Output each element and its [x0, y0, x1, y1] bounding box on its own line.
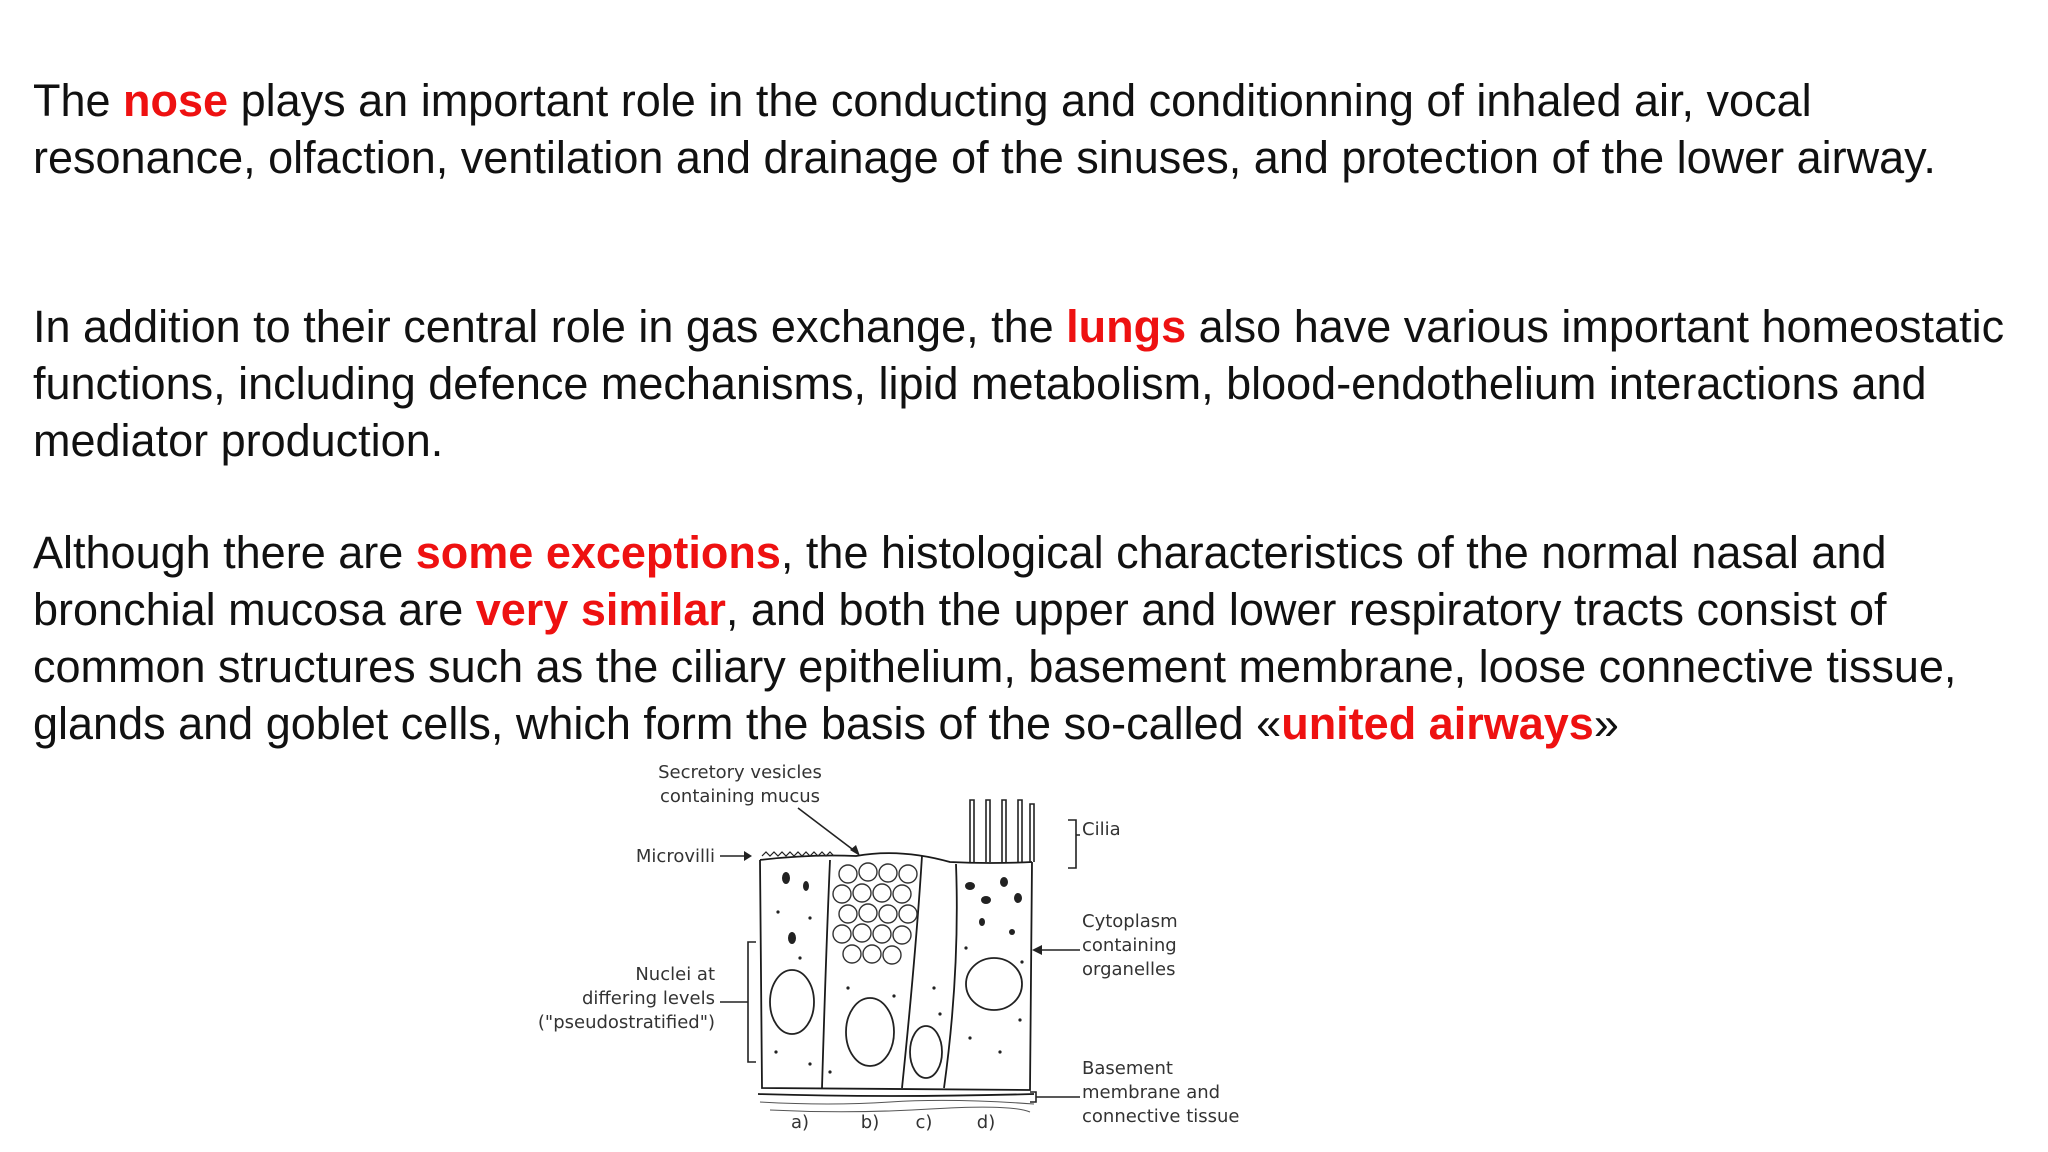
pointer-secretory — [798, 808, 856, 852]
basement-membrane — [758, 1094, 1034, 1096]
label-basement-line2: membrane and — [1082, 1082, 1221, 1103]
label-cilia: Cilia — [1082, 819, 1121, 840]
label-basement-line1: Basement — [1082, 1058, 1173, 1079]
highlight-united-airways: united airways — [1281, 698, 1594, 749]
cell-boundary-cd — [944, 864, 957, 1088]
cell-boundary-bc — [902, 856, 922, 1088]
epithelium-diagram — [530, 752, 1250, 1152]
pointer-basement — [1030, 1092, 1080, 1102]
nucleus-c — [910, 1026, 942, 1078]
epithelium-tissue — [758, 800, 1034, 1112]
tissue-outline — [760, 860, 1032, 1090]
text-segment: , the histological characteristics of the normal nasal and bronchial mucosa are — [33, 527, 1887, 635]
highlight-nose: nose — [123, 75, 229, 126]
text-segment: also have various important homeostatic functions, including defence mechanisms, lipid metabolism, blood-endothelium interactions and mediator production. — [33, 301, 2005, 466]
label-cytoplasm-line1: Cytoplasm — [1082, 911, 1178, 932]
label-cell-b: b) — [860, 1112, 880, 1133]
paragraph-united-airways — [33, 524, 2023, 752]
nucleus-a — [770, 970, 814, 1034]
paragraph-lungs — [33, 298, 2023, 469]
arrowhead-cytoplasm — [1032, 945, 1042, 955]
cell-boundary-ab — [822, 860, 830, 1088]
highlight-lungs: lungs — [1066, 301, 1187, 352]
epithelium-figure — [530, 752, 1250, 1152]
text-segment: The — [33, 75, 124, 126]
paragraph-nose — [33, 72, 2023, 186]
label-nuclei-line3: ("pseudostratified") — [537, 1012, 715, 1033]
text-segment: » — [1593, 698, 1619, 749]
label-cytoplasm-line3: organelles — [1082, 959, 1176, 980]
text-segment: , and both the upper and lower respiratory tracts consist of common structures such as the ciliary epithelium, basement membrane, loose connective tissue, glands and goblet cells, which form the basis of the so-called « — [33, 584, 1957, 749]
text-segment: In addition to their central role in gas exchange, the — [33, 301, 1067, 352]
label-cell-c: c) — [915, 1112, 933, 1133]
arrowhead-secretory — [850, 845, 860, 856]
mucus-vesicles — [833, 863, 917, 964]
label-secretory-line1: Secretory vesicles — [658, 762, 822, 783]
nucleus-b — [846, 998, 894, 1066]
connective-tissue — [760, 1100, 1034, 1112]
label-basement-line3: connective tissue — [1082, 1106, 1240, 1127]
label-cell-a: a) — [790, 1112, 810, 1133]
arrowhead-microvilli — [744, 851, 752, 861]
nucleus-d — [966, 958, 1022, 1010]
highlight-some-exceptions: some exceptions — [415, 527, 781, 578]
label-microvilli: Microvilli — [635, 846, 715, 867]
bracket-nuclei — [748, 942, 756, 1062]
label-nuclei-line1: Nuclei at — [635, 964, 715, 985]
bracket-cilia — [1068, 820, 1080, 868]
text-segment: plays an important role in the conducting and conditionning of inhaled air, vocal resonance, olfaction, ventilation and drainage of the sinuses, and protection of the lower airway. — [33, 75, 1936, 183]
label-nuclei-line2: differing levels — [581, 988, 715, 1009]
cilia — [970, 800, 1034, 862]
label-cytoplasm-line2: containing — [1082, 935, 1177, 956]
label-secretory-line2: containing mucus — [660, 786, 820, 807]
highlight-very-similar: very similar — [475, 584, 726, 635]
label-cell-d: d) — [976, 1112, 996, 1133]
text-segment: Although there are — [33, 527, 416, 578]
